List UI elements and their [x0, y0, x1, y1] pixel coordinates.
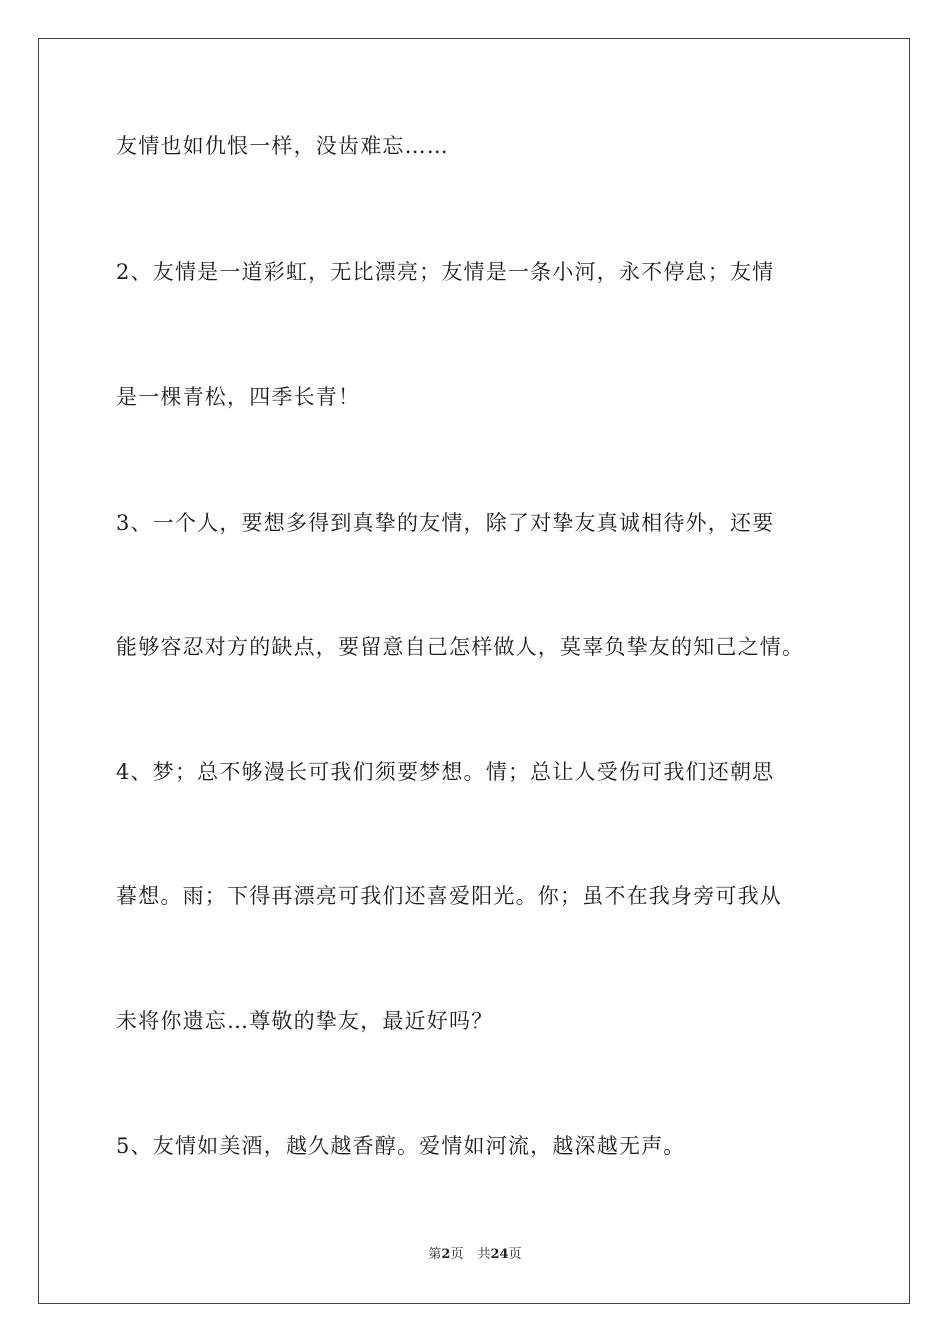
text-line-6: 4、梦；总不够漫长可我们须要梦想。情；总让人受伤可我们还朝思 [116, 760, 775, 784]
text-line-8: 未将你遗忘…尊敬的挚友，最近好吗？ [116, 1009, 494, 1033]
total-prefix: 共 [477, 1247, 491, 1262]
text-line-1: 友情也如仇恨一样，没齿难忘…… [116, 134, 449, 158]
page-prefix: 第 [428, 1247, 442, 1262]
page-footer [0, 1248, 950, 1261]
page-suffix: 页 [450, 1247, 464, 1262]
total-pages: 24 [490, 1247, 509, 1262]
text-line-2: 2、友情是一道彩虹，无比漂亮；友情是一条小河，永不停息；友情 [116, 260, 775, 284]
text-line-3: 是一棵青松，四季长青！ [116, 385, 361, 409]
text-line-4: 3、一个人，要想多得到真挚的友情，除了对挚友真诚相待外，还要 [116, 511, 775, 535]
page-number: 2 [441, 1247, 451, 1262]
text-line-5: 能够容忍对方的缺点，要留意自己怎样做人，莫辜负挚友的知己之情。 [116, 635, 805, 659]
text-line-9: 5、友情如美酒，越久越香醇。爱情如河流，越深越无声。 [116, 1134, 686, 1158]
page-border [38, 38, 910, 1304]
text-line-7: 暮想。雨；下得再漂亮可我们还喜爱阳光。你；虽不在我身旁可我从 [116, 884, 782, 908]
total-suffix: 页 [508, 1247, 522, 1262]
